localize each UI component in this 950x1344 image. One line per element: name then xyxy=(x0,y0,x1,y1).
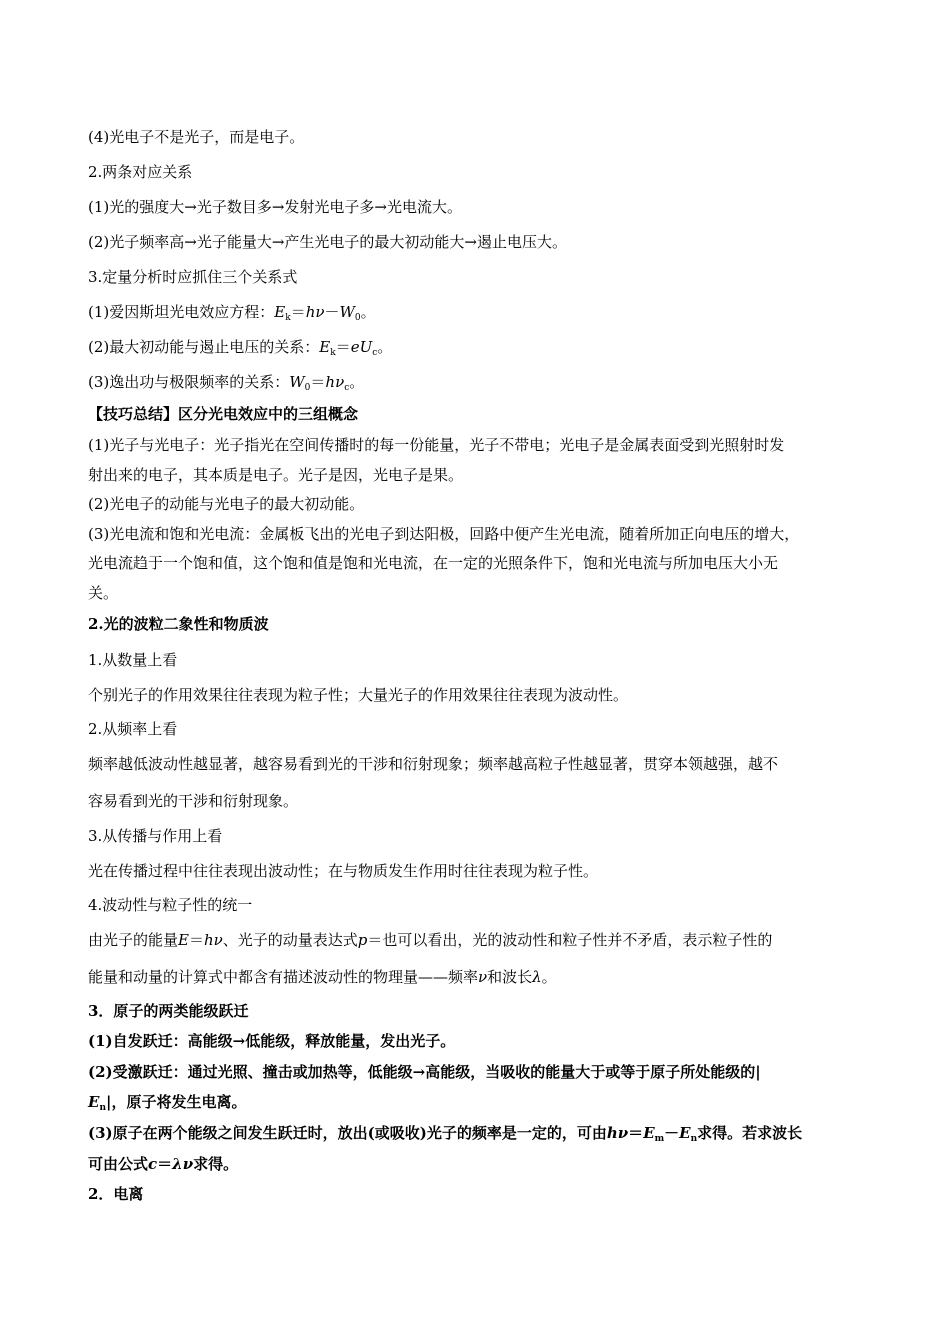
formula-symbol: eU xyxy=(350,338,373,356)
formula-symbol: E xyxy=(643,1124,655,1142)
formula-symbol: hν xyxy=(325,373,345,391)
formula-text: 由光子的能量 xyxy=(88,931,179,949)
text-line: 频率越低波动性越显著，越容易看到光的干涉和衍射现象；频率越高粒子性越显著，贯穿本领越强，越不 xyxy=(88,755,779,773)
section-heading: 2.两条对应关系 xyxy=(88,163,193,181)
formula-symbol: hν xyxy=(203,931,223,949)
formula-symbol: W xyxy=(339,303,355,321)
formula-symbol: c xyxy=(148,1155,158,1173)
formula-symbol: － xyxy=(664,1124,680,1142)
text-line: 个别光子的作用效果往往表现为粒子性；大量光子的作用效果往往表现为波动性。 xyxy=(88,686,629,704)
section-heading: 2.光的波粒二象性和物质波 xyxy=(88,615,269,633)
text-line: (1)自发跃迁：高能级→低能级，释放能量，发出光子。 xyxy=(88,1032,456,1050)
formula-subscript: m xyxy=(654,1134,665,1144)
text-line: (2)光子频率高→光子能量大→产生光电子的最大初动能大→遏止电压大。 xyxy=(88,233,567,251)
formula-symbol: ＝ xyxy=(335,338,351,356)
text-line: (3)光电流和饱和光电流：金属板飞出的光电子到达阳极，回路中便产生光电流，随着所加正向电压的增大， xyxy=(88,525,800,543)
section-heading: 4.波动性与粒子性的统一 xyxy=(88,896,253,914)
formula-line xyxy=(88,337,392,357)
formula-line xyxy=(88,372,364,392)
formula-text: (2)受激跃迁：通过光照、撞击或加热等，低能级→高能级，当吸收的能量大于或等于原子所处能级的| xyxy=(88,1063,761,1081)
formula-text: 。 xyxy=(360,303,376,321)
formula-subscript: n xyxy=(99,1103,106,1113)
text-line: (1)光的强度大→光子数目多→发射光电子多→光电流大。 xyxy=(88,198,462,216)
text-line: (4)光电子不是光子，而是电子。 xyxy=(88,128,305,146)
formula-symbol: ＝ xyxy=(310,373,326,391)
formula-subscript: 0 xyxy=(304,383,311,393)
formula-symbol: ＝ xyxy=(188,931,204,949)
formula-symbol: | xyxy=(105,1093,112,1111)
formula-text: 求得。 xyxy=(193,1155,239,1173)
tip-heading: 【技巧总结】区分光电效应中的三组概念 xyxy=(88,405,359,423)
formula-symbol: λ xyxy=(532,968,542,986)
formula-text: 和波长 xyxy=(487,968,533,986)
formula-subscript: 0 xyxy=(354,313,361,323)
formula-symbol: E xyxy=(274,303,286,321)
section-heading: 1.从数量上看 xyxy=(88,651,178,669)
text-line: (1)光子与光电子：光子指光在空间传播时的每一份能量，光子不带电；光电子是金属表面受到光照射时发 xyxy=(88,436,785,454)
formula-symbol: ＝ xyxy=(157,1155,173,1173)
section-heading: 3．原子的两类能级跃迁 xyxy=(88,1002,249,1020)
text-line: 光电流趋于一个饱和值，这个饱和值是饱和光电流，在一定的光照条件下，饱和光电流与所加电压大小无 xyxy=(88,554,779,572)
formula-subscript: c xyxy=(372,348,378,358)
text-line: 射出来的电子，其本质是电子。光子是因，光电子是果。 xyxy=(88,466,464,484)
formula-text: 能量和动量的计算式中都含有描述波动性的物理量——频率 xyxy=(88,968,479,986)
formula-symbol: hν xyxy=(606,1124,629,1142)
formula-subscript: c xyxy=(344,383,350,393)
formula-line xyxy=(88,1154,238,1174)
formula-line xyxy=(88,1123,802,1143)
formula-subscript: n xyxy=(690,1134,698,1144)
formula-symbol: － xyxy=(324,303,340,321)
section-heading: 2.从频率上看 xyxy=(88,720,178,738)
text-line: 光在传播过程中往往表现出波动性；在与物质发生作用时往往表现为粒子性。 xyxy=(88,862,599,880)
formula-text: 也可以看出，光的波动性和粒子性并不矛盾，表示粒子性的 xyxy=(382,931,773,949)
formula-text: (2)最大初动能与遏止电压的关系： xyxy=(88,338,320,356)
formula-text: 。 xyxy=(541,968,557,986)
formula-text: 。 xyxy=(377,338,393,356)
formula-symbol: E xyxy=(88,1093,100,1111)
formula-symbol: hν xyxy=(305,303,325,321)
formula-symbol: p xyxy=(357,931,368,949)
formula-line xyxy=(88,302,376,322)
section-heading: 3.定量分析时应抓住三个关系式 xyxy=(88,268,298,286)
formula-symbol: E xyxy=(319,338,331,356)
formula-text: (3)逸出功与极限频率的关系： xyxy=(88,373,290,391)
formula-text: 可由公式 xyxy=(88,1155,149,1173)
section-heading: 2．电离 xyxy=(88,1185,144,1203)
formula-line xyxy=(88,1092,246,1112)
formula-text: ，原子将发生电离。 xyxy=(111,1093,247,1111)
formula-symbol: ＝ xyxy=(367,931,383,949)
formula-text: 、光子的动量表达式 xyxy=(222,931,358,949)
formula-subscript: k xyxy=(330,348,336,358)
formula-text: 。 xyxy=(349,373,365,391)
formula-line xyxy=(88,967,557,987)
text-line xyxy=(88,1062,761,1082)
section-heading: 3.从传播与作用上看 xyxy=(88,827,223,845)
formula-text: 求得。若求波长 xyxy=(697,1124,803,1142)
formula-symbol: E xyxy=(178,931,189,949)
formula-text: (3)原子在两个能级之间发生跃迁时，放出(或吸收)光子的频率是一定的，可由 xyxy=(88,1124,607,1142)
formula-line xyxy=(88,930,772,950)
formula-symbol: λν xyxy=(172,1155,194,1173)
formula-symbol: W xyxy=(289,373,305,391)
text-line: (2)光电子的动能与光电子的最大初动能。 xyxy=(88,495,365,513)
formula-symbol: ＝ xyxy=(290,303,306,321)
formula-symbol: ＝ xyxy=(628,1124,644,1142)
formula-subscript: k xyxy=(285,313,291,323)
formula-symbol: E xyxy=(679,1124,691,1142)
text-line: 关。 xyxy=(88,584,119,602)
formula-symbol: ν xyxy=(478,968,488,986)
formula-text: (1)爱因斯坦光电效应方程： xyxy=(88,303,275,321)
text-line: 容易看到光的干涉和衍射现象。 xyxy=(88,792,299,810)
